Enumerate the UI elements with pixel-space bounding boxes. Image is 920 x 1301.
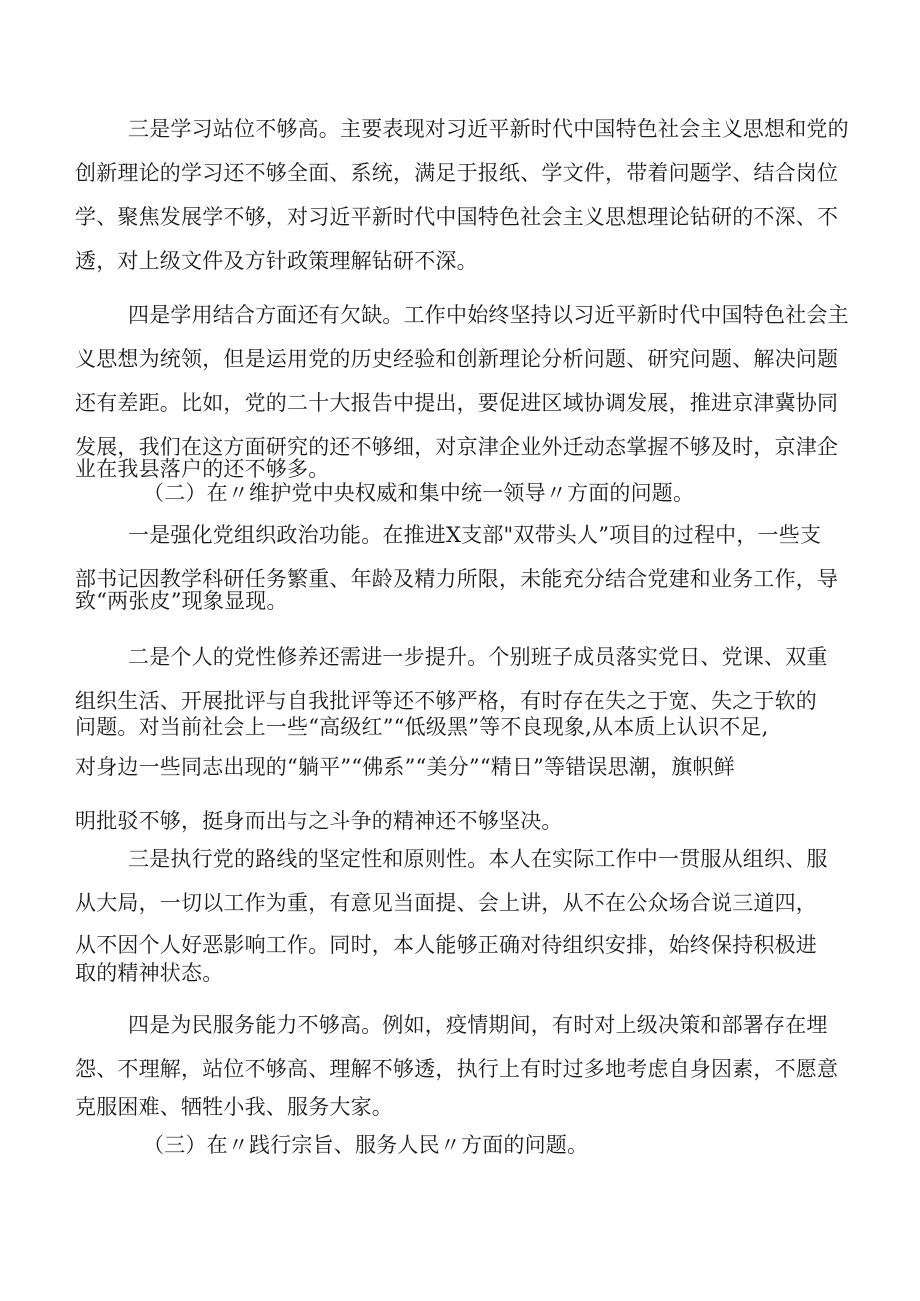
paragraph-line: 从不因个人好恶影响工作。同时，本人能够正确对待组织安排，始终保持积极进 [75, 933, 817, 957]
paragraph-line: 一是强化党组织政治功能。在推进X支部"双带头人”项目的过程中，一些支 [128, 523, 822, 547]
paragraph-line: 还有差距。比如，党的二十大报告中提出，要促进区域协调发展，推进京津冀协同 [75, 391, 839, 415]
paragraph-line: 业在我县落户的还不够多。 [75, 457, 330, 481]
paragraph-line: 学、聚焦发展学不够，对习近平新时代中国特色社会主义思想理论钻研的不深、不 [75, 205, 839, 229]
paragraph-line: 发展，我们在这方面研究的还不够细，对京津企业外迁动态掌握不够及时，京津企 [75, 435, 839, 459]
paragraph-line: 三是执行党的路线的坚定性和原则性。本人在实际工作中一贯服从组织、服 [128, 847, 828, 871]
section-heading: （二）在〃维护党中央权威和集中统一领导〃方面的问题。 [143, 481, 695, 505]
paragraph-line: 四是为民服务能力不够高。例如，疫情期间，有时对上级决策和部署存在埋 [128, 1013, 828, 1037]
paragraph-line: 从大局，一切以工作为重，有意见当面提、会上讲，从不在公众场合说三道四， [75, 891, 817, 915]
paragraph-line: 部书记因教学科研任务繁重、年龄及精力所限，未能充分结合党建和业务工作，导 [75, 567, 839, 591]
paragraph-line: 取的精神状态。 [75, 961, 224, 985]
paragraph-line: 创新理论的学习还不够全面、系统，满足于报纸、学文件，带着问题学、结合岗位 [75, 161, 839, 185]
paragraph-line: 透，对上级文件及方针政策理解钻研不深。 [75, 249, 478, 273]
paragraph-line: 义思想为统领，但是运用党的历史经验和创新理论分析问题、研究问题、解决问题 [75, 347, 839, 371]
paragraph-line: 致“两张皮”现象显现。 [75, 589, 288, 613]
paragraph-line: 怨、不理解，站位不够高、理解不够透，执行上有时过多地考虑自身因素，不愿意 [75, 1057, 839, 1081]
paragraph-line: 克服困难、牺牲小我、服务大家。 [75, 1095, 393, 1119]
paragraph-line: 四是学用结合方面还有欠缺。工作中始终坚持以习近平新时代中国特色社会主 [128, 303, 849, 327]
paragraph-line: 问题。对当前社会上一些“高级红”“低级黑”等不良现象,从本质上认识不足, [75, 715, 769, 739]
section-heading: （三）在〃践行宗旨、服务人民〃方面的问题。 [143, 1133, 589, 1157]
paragraph-line: 对身边一些同志出现的“躺平”“佛系”“美分”“精日”等错误思潮，旗帜鲜 [75, 755, 735, 779]
paragraph-line: 明批驳不够，挺身而出与之斗争的精神还不够坚决。 [75, 809, 563, 833]
paragraph-line: 组织生活、开展批评与自我批评等还不够严格，有时存在失之于宽、失之于软的 [75, 689, 817, 713]
paragraph-line: 三是学习站位不够高。主要表现对习近平新时代中国特色社会主义思想和党的 [128, 117, 849, 141]
paragraph-line: 二是个人的党性修养还需进一步提升。个别班子成员落实党日、党课、双重 [128, 645, 828, 669]
